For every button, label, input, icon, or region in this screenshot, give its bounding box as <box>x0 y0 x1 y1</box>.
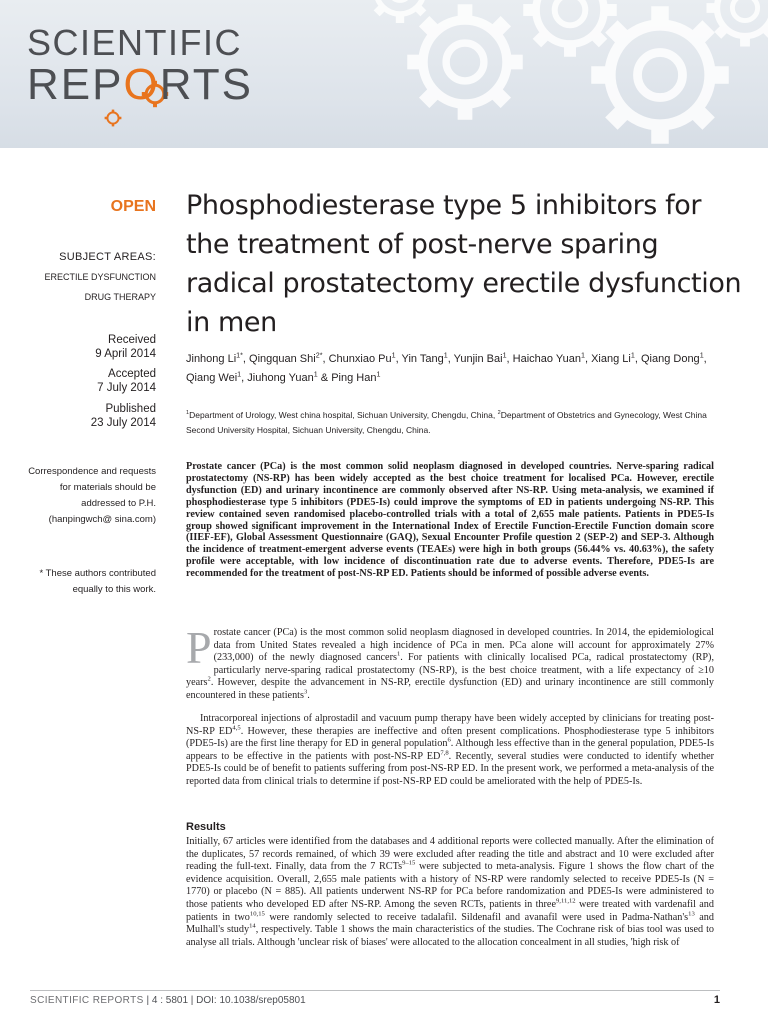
received-label: Received <box>108 334 156 346</box>
logo-text-rep: REP <box>27 60 124 109</box>
accepted-label: Accepted <box>108 368 156 380</box>
author-name: Haichao Yuan <box>512 353 581 365</box>
drop-cap: P <box>186 622 212 673</box>
paragraph-intro-text: rostate cancer (PCa) is the most common solid neoplasm diagnosed in developed countries. In 2014, the epidemiological data from United States revealed a high incidence of PCa in men. PCa alone will account for approximately 27% (233,000) of the newly diagnosed cancers$^1$. For patients with clinically localised PCa, radical prostatectomy (RP), particularly nerve-sparing radical prostatectomy (NS-RP), is the best choice treatment, with a life expectancy of ≥10 years$^2$. However, despite the advancement in NS-RP, erectile dysfunction (ED) and urinary incontinence are still commonly encountered in these patients$^3$. <box>186 627 714 701</box>
author-name: Jiuhong Yuan <box>247 372 314 384</box>
footer-doi[interactable]: | 4 : 5801 | DOI: 10.1038/srep05801 <box>146 995 306 1006</box>
equal-contribution-note: * These authors contributed equally to this work. <box>39 568 156 595</box>
author-name: Qiang Dong <box>640 353 700 365</box>
author-affiliation-sup: 1 <box>443 351 448 360</box>
author-affiliation-sup: 1 <box>580 351 585 360</box>
author-affiliation-sup: 1 <box>699 351 704 360</box>
footer-journal: SCIENTIFIC REPORTS <box>30 995 144 1006</box>
footer-citation <box>30 995 306 1006</box>
correspondence-note: Correspondence and requests for materials should be addressed to P.H. (hanpingwch@ sina.com) <box>28 466 156 525</box>
affil-2-sup: 2 <box>497 410 501 417</box>
author-affiliation-sup: 1 <box>502 351 507 360</box>
citation-ref[interactable]: 3 <box>303 688 308 696</box>
author-name: Jinhong Li <box>186 353 237 365</box>
journal-logo-line1: SCIENTIFIC <box>27 22 243 63</box>
article-title: Phosphodiesterase type 5 inhibitors for the treatment of post-nerve sparing radical prostatectomy erectile dysfunction in men <box>186 190 742 338</box>
author-name: Qiang Wei <box>186 372 238 384</box>
citation-ref[interactable]: 2 <box>207 675 211 683</box>
published-block <box>20 402 156 430</box>
author-name: Yin Tang <box>401 353 444 365</box>
subject-link[interactable]: ERECTILE DYSFUNCTION <box>44 272 156 282</box>
accepted-block <box>20 367 156 395</box>
citation-ref[interactable]: 7,8 <box>440 749 449 757</box>
affil-1-sup: 1 <box>186 410 190 417</box>
accepted-date: 7 July 2014 <box>97 382 156 394</box>
author-name: Xiang Li <box>591 353 631 365</box>
results-heading: Results <box>186 821 226 833</box>
author-affiliation-sup: 1 <box>630 351 635 360</box>
journal-banner <box>0 0 768 148</box>
logo-text-rts: RTS <box>159 60 253 109</box>
abstract: Prostate cancer (PCa) is the most common solid neoplasm diagnosed in developed countries. Nerve-sparing radical prostatectomy (NS-RP) has been widely accepted as the best choice treatment for localised PCa. However, erectile dysfunction (ED) and urinary incontinence are commonly observed after NS-RP. Using meta-analysis, we examined if phosphodiesterase type 5 inhibitors (PDE5-Is) could improve the symptoms of ED in patients undergoing NS-RP. This review contained seven randomised placebo-controlled trials with a total of 2,655 male patients. Patients in PDE5-Is group showed significant improvement in the International Index of Erectile Function-Erectile Function domain score (IIEF-EF), Global Assessment Questionnaire (GAQ), Sexual Encounter Profile question 2 (SEP-2) and SEP-3. Although the incidence of treatment-emergent adverse events (TEAEs) were high in both groups (56.44% vs. 40.63%), the safety profile were acceptable, with low incidence of discontinuation rate due to adverse events. Therefore, PDE5-Is are recommended for the treatment of post-NS-RP ED. Patients should be informed of possible adverse events. <box>186 461 714 580</box>
author-affiliation-sup: 1 <box>391 351 396 360</box>
author-affiliation-sup: 2* <box>315 351 323 360</box>
citation-ref[interactable]: 10,15 <box>249 910 265 918</box>
citation-ref[interactable]: 13 <box>688 910 695 918</box>
author-affiliation-sup: 1* <box>236 351 243 360</box>
paragraph-intro <box>186 622 714 703</box>
subject-areas-heading: SUBJECT AREAS: <box>59 251 156 263</box>
author-name: Qingquan Shi <box>249 353 316 365</box>
subject-link[interactable]: DRUG THERAPY <box>84 292 156 302</box>
logo-orange-o: O <box>123 60 160 109</box>
author-name: Ping Han <box>331 372 377 384</box>
subject-list <box>20 267 156 307</box>
author-affiliation-sup: 1 <box>376 370 381 379</box>
affiliation-1: Department of Urology, West china hospital, Sichuan University, Chengdu, China, <box>189 410 496 420</box>
paragraph-therapy: Intracorporeal injections of alprostadil and vacuum pump therapy have been widely accepted by clinicians for treating post-NS-RP ED$^{4,5}$. However, these therapies are ineffective and often present complications. Phosphodiesterase type 5 inhibitors (PDE5-Is) are the first line therapy for ED in general population$^6$. Although less effective than in the general population, PDE5-Is appears to be effective in the patients with post-NS-RP ED$^{7,8}$. Recently, several studies were conducted to identify whether PDE5-Is could be of benefit to patients suffering from post-NS-RP ED. In the present work, we performed a meta-analysis of the reported data from clinical trials to determine if post-NS-RP ED could be ameliorated with the help of PDE5-Is. <box>186 713 715 787</box>
affiliations <box>186 408 726 438</box>
affiliation-2: Department of Obstetrics and Gynecology, West China Second University Hospital, Sichuan University, Chengdu, China. <box>186 410 707 435</box>
received-date: 9 April 2014 <box>95 348 156 360</box>
citation-ref[interactable]: 1 <box>396 650 401 658</box>
author-name: Chunxiao Pu <box>328 353 392 365</box>
citation-ref[interactable]: 6 <box>447 736 451 744</box>
citation-ref[interactable]: 14 <box>249 922 256 930</box>
citation-ref[interactable]: 4,5 <box>232 724 241 732</box>
paragraph-results: Initially, 67 articles were identified from the databases and 4 additional reports were collected manually. After the elimination of the duplicates, 57 records remained, of which 39 were excluded after reading the title and abstract and 10 were excluded after reading the full-text. Finally, data from the 7 RCTs$^{9-15}$ were subjected to meta-analysis. Figure 1 shows the flow chart of the evidence acquisition. Overall, 2,655 male patients with a history of NS-RP were randomly selected to receive PDE5-Is (N = 1770) or placebo (N = 885). All patients underwent NS-RP for PCa before randomization and PDE5-Is were administered to those patients who developed ED after NS-RP. Among the seven RCTs, patients in three$^{9,11,12}$ were treated with vardenafil and patients in two$^{10,15}$ were randomly selected to receive tadalafil. Sildenafil and avanafil were used in Padma-$Nathan's^{13}$ and Mulhall's study$^{14}$, respectively. Table 1 shows the main characteristics of the studies. The Cochrane risk of bias tool was used to analyse all trials. Although 'unclear risk of biases' were allocated to the allocation concealment in all studies, 'high risk of <box>186 836 714 948</box>
received-block <box>20 333 156 361</box>
open-access-label: OPEN <box>110 198 156 215</box>
page-number: 1 <box>713 994 720 1006</box>
footer-divider <box>30 990 720 991</box>
author-affiliation-sup: 1 <box>237 370 242 379</box>
citation-ref[interactable]: 9,11,12 <box>555 897 576 905</box>
journal-logo-line2 <box>27 60 253 110</box>
published-label: Published <box>105 403 156 415</box>
author-affiliation-sup: 1 <box>313 370 318 379</box>
citation-ref[interactable]: 9–15 <box>402 859 416 867</box>
author-name: Yunjin Bai <box>453 353 503 365</box>
author-list: Jinhong $Li^{1*}$, Qingquan Shi$^{2*}$, Chunxiao Pu$^1$, Yin Tang$^1$, Yunjin Bai$^1$, Haichao Yuan$^1$, Xiang Li$^1$, Qiang Dong$^1$, Qiang Wei$^1$, Jiuhong Yuan$^1$ & Ping Han$^1$ <box>186 351 707 384</box>
published-date: 23 July 2014 <box>90 417 156 429</box>
